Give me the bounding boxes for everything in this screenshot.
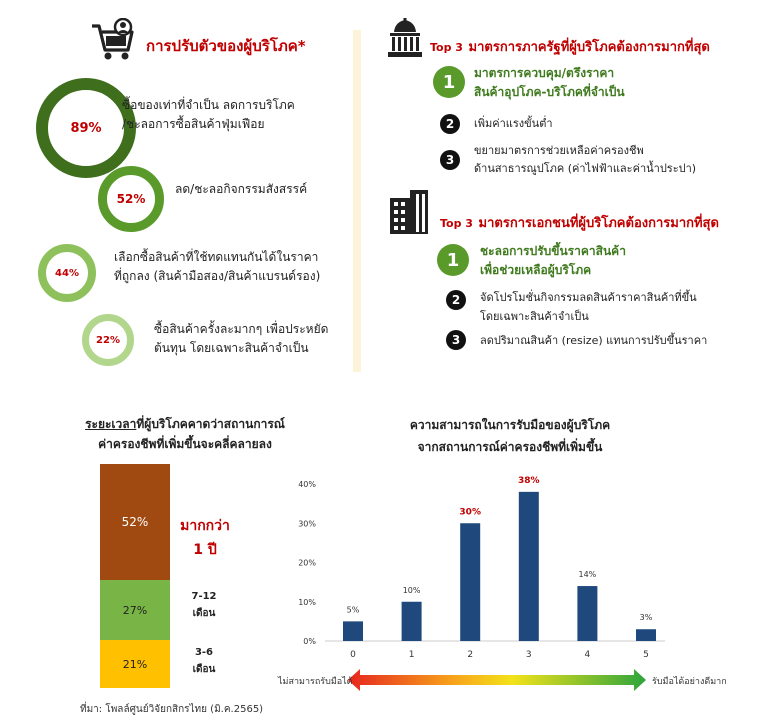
consumer-title: การปรับตัวของผู้บริโภค*: [146, 37, 306, 55]
consumer-item-4-line1: ซื้อสินค้าครั้งละมากๆ เพื่อประหยัด: [154, 322, 329, 336]
x-tick-label: 5: [643, 650, 649, 660]
duration-seg-short-pct: 21%: [122, 657, 148, 671]
gov-title-top: Top 3: [430, 41, 463, 54]
duration-label-short-2: เดือน: [192, 664, 216, 675]
private-item-1-line2: เพื่อช่วยเหลือผู้บริโภค: [480, 263, 592, 277]
duration-label-mid-1: 7-12: [191, 591, 217, 602]
gov-item-1-line1: มาตรการควบคุม/ตรึงราคา: [474, 66, 615, 80]
duration-label-short-1: 3-6: [194, 647, 214, 658]
consumer-item-3-line1: เลือกซื้อสินค้าที่ใช้ทดแทนกันได้ในราคา: [114, 250, 319, 264]
ring-89-pct: 89%: [70, 120, 102, 136]
scale-label-right: รับมือได้อย่างดีมาก: [652, 677, 727, 687]
chart-title-line1: ความสามารถในการรับมือของผู้บริโภค: [409, 418, 611, 432]
consumer-item-3-line2: ที่ถูกลง (สินค้ามือสอง/สินค้าแบรนด์รอง): [114, 269, 321, 283]
private-title-rest: มาตรการเอกชนที่ผู้บริโภคต้องการมากที่สุด: [478, 216, 719, 231]
duration-title-rest: ที่ผู้บริโภคคาดว่าสถานการณ์: [136, 417, 285, 431]
bar-value-label: 30%: [459, 507, 481, 518]
private-num-1: 1: [437, 244, 469, 276]
duration-label-mid-2: เดือน: [192, 608, 216, 619]
y-tick-label: 40%: [298, 480, 316, 489]
duration-title-underline: ระยะเวลา: [85, 417, 137, 431]
consumer-item-2-line1: ลด/ชะลอกิจกรรมสังสรรค์: [175, 182, 308, 196]
bar-4: [577, 586, 597, 641]
bar-value-label: 14%: [578, 570, 597, 580]
bar-value-label: 38%: [518, 475, 540, 486]
private-title-top: Top 3: [440, 217, 473, 230]
x-tick-label: 3: [525, 650, 532, 660]
consumer-item-4-line2: ต้นทุน โดยเฉพาะสินค้าจำเป็น: [154, 341, 309, 355]
gov-title-rest: มาตรการภาครัฐที่ผู้บริโภคต้องการมากที่สุด: [468, 40, 710, 55]
gov-item-2-line1: เพิ่มค่าแรงขั้นต่ำ: [474, 117, 553, 130]
gov-item-3-line1: ขยายมาตรการช่วยเหลือค่าครองชีพ: [474, 144, 644, 157]
x-tick-label: 2: [467, 650, 474, 660]
y-tick-label: 20%: [298, 558, 316, 568]
duration-title-line2: ค่าครองชีพที่เพิ่มขึ้นจะคลี่คลายลง: [98, 437, 272, 451]
bar-0: [343, 621, 363, 641]
x-tick-label: 0: [350, 650, 356, 660]
bar-1: [402, 602, 422, 641]
bar-5: [636, 629, 656, 641]
coping-scale-arrow: [348, 669, 646, 691]
bar-value-label: 5%: [346, 605, 360, 615]
y-tick-label: 10%: [298, 597, 316, 607]
bar-3: [519, 492, 539, 641]
duration-label-long-1: มากกว่า: [180, 518, 230, 534]
ring-52-pct: 52%: [116, 192, 146, 206]
source-note: ที่มา: โพลล์ศูนย์วิจัยกสิกรไทย (มิ.ค.2565): [80, 704, 264, 715]
y-tick-label: 0%: [303, 637, 316, 646]
bar-value-label: 10%: [402, 585, 421, 595]
consumer-item-1-line2: /ชะลอการซื้อสินค้าฟุ่มเฟือย: [122, 117, 265, 131]
gov-item-3-line2: ด้านสาธารณูปโภค (ค่าไฟฟ้าและค่าน้ำประปา): [474, 162, 697, 175]
consumer-item-1-line1: ซื้อของเท่าที่จำเป็น ลดการบริโภค: [122, 98, 295, 112]
gov-num-1: 1: [433, 66, 465, 98]
duration-label-long-2: 1 ปี: [193, 542, 217, 558]
scale-label-left: ไม่สามารถรับมือได้: [278, 677, 353, 687]
bar-2: [460, 523, 480, 641]
ring-44-pct: 44%: [55, 267, 79, 279]
duration-seg-long-pct: 52%: [121, 515, 149, 529]
private-item-3-line1: ลดปริมาณสินค้า (resize) แทนการปรับขึ้นราคา: [480, 334, 708, 347]
private-item-1-line1: ชะลอการปรับขึ้นราคาสินค้า: [480, 244, 626, 258]
bar-value-label: 3%: [639, 613, 653, 623]
x-tick-label: 1: [408, 650, 415, 660]
chart-title-line2: จากสถานการณ์ค่าครองชีพที่เพิ่มขึ้น: [417, 440, 603, 454]
private-num-2: 2: [446, 290, 466, 310]
duration-seg-mid-pct: 27%: [122, 603, 148, 617]
ring-22-pct: 22%: [96, 334, 120, 346]
x-tick-label: 4: [584, 650, 591, 660]
gov-item-1-line2: สินค้าอุปโภค-บริโภคที่จำเป็น: [474, 85, 625, 99]
private-num-3: 3: [446, 330, 466, 350]
y-tick-label: 30%: [298, 519, 316, 529]
gov-num-2: 2: [440, 114, 460, 134]
gov-num-3: 3: [440, 150, 460, 170]
private-item-2-line2: โดยเฉพาะสินค้าจำเป็น: [480, 310, 589, 323]
private-item-2-line1: จัดโปรโมชั่นกิจกรรมลดสินค้าราคาสินค้าที่ขึ้น: [480, 291, 697, 304]
